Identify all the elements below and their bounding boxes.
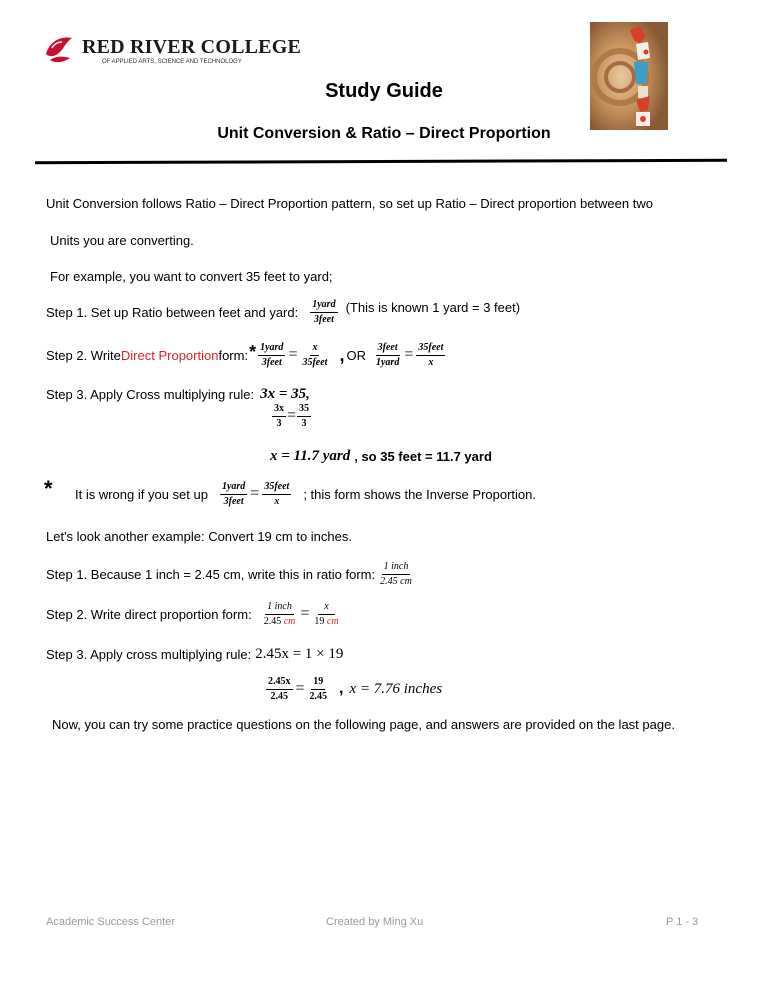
equals-sign: = bbox=[404, 346, 414, 363]
ex1-step1 bbox=[46, 296, 520, 328]
intro-line-3: For example, you want to convert 35 feet to yard; bbox=[50, 269, 333, 284]
ex1-result bbox=[270, 446, 492, 466]
ex1-div-left-fraction bbox=[272, 403, 286, 430]
asterisk-marker: * bbox=[249, 341, 257, 362]
fraction-denominator bbox=[262, 615, 298, 628]
fraction-denominator: x bbox=[428, 356, 434, 368]
fraction-denominator: 35feet bbox=[302, 356, 328, 368]
ex1-step2-label-b: form: bbox=[218, 347, 249, 363]
denominator-value: 2.45 bbox=[263, 615, 284, 627]
college-leaf-icon bbox=[42, 34, 76, 68]
footer-left: Academic Success Center bbox=[46, 916, 175, 928]
fraction-denominator: 2.45 bbox=[270, 690, 288, 702]
wrong-left-fraction bbox=[220, 481, 247, 508]
equals-sign: = bbox=[288, 346, 298, 363]
ex2-step1 bbox=[46, 558, 414, 590]
fraction-denominator: 1yard bbox=[375, 356, 400, 368]
fraction-denominator: 3feet bbox=[261, 356, 282, 368]
intro-line-2: Units you are converting. bbox=[50, 233, 194, 248]
ex1-step3-equation: 3x = 35, bbox=[260, 385, 310, 402]
ex1-step2-label-a: Step 2. Write bbox=[46, 347, 121, 363]
fraction-numerator: 1 inch bbox=[265, 601, 294, 615]
ex2-step3-label: Step 3. Apply cross multiplying rule: bbox=[46, 646, 252, 662]
closing-text: Now, you can try some practice questions on the following page, and answers are provided on the last page. bbox=[52, 717, 675, 732]
fraction-denominator: 3 bbox=[301, 417, 307, 429]
fraction-denominator bbox=[312, 615, 340, 628]
ex1-step3 bbox=[46, 384, 310, 404]
fraction-numerator: 1 inch bbox=[382, 561, 411, 575]
ex1-step1-note: (This is known 1 yard = 3 feet) bbox=[345, 299, 521, 315]
ex1-eqA-left-fraction bbox=[258, 342, 285, 369]
wrong-asterisk: * bbox=[44, 476, 53, 501]
fraction-numerator: 3feet bbox=[376, 342, 400, 356]
ex2-div-left-fraction bbox=[266, 676, 293, 703]
wrong-label: It is wrong if you set up bbox=[75, 486, 208, 502]
college-subtitle: OF APPLIED ARTS, SCIENCE AND TECHNOLOGY bbox=[102, 59, 242, 65]
ex1-eqB-right-fraction bbox=[416, 342, 445, 369]
wrong-right-fraction bbox=[262, 481, 291, 508]
ex2-right-fraction bbox=[312, 601, 340, 628]
ex1-step2 bbox=[46, 338, 445, 372]
fraction-denominator: 3feet bbox=[313, 313, 334, 325]
ex1-step3-label: Step 3. Apply Cross multiplying rule: bbox=[46, 386, 255, 402]
or-text: OR bbox=[346, 347, 366, 363]
equals-sign: = bbox=[287, 407, 297, 424]
fraction-numerator: 1yard bbox=[220, 481, 247, 495]
fraction-numerator: 3x bbox=[272, 403, 286, 417]
denominator-value: 19 bbox=[314, 615, 327, 627]
header-divider bbox=[35, 159, 727, 164]
ex2-div-right-fraction bbox=[308, 676, 330, 703]
fraction-numerator: 35 bbox=[297, 403, 311, 417]
ex2-step1-label: Step 1. Because 1 inch = 2.45 cm, write this in ratio form: bbox=[46, 566, 376, 582]
ex1-eqB-left-fraction bbox=[374, 342, 401, 369]
fraction-numerator: 1yard bbox=[310, 299, 337, 313]
fraction-numerator: x bbox=[318, 601, 334, 615]
comma: , bbox=[339, 680, 344, 697]
footer-right: P 1 - 3 bbox=[666, 916, 699, 928]
ex1-step1-fraction bbox=[310, 299, 337, 326]
equals-sign: = bbox=[250, 485, 260, 502]
direct-proportion-term: Direct Proportion bbox=[120, 347, 219, 363]
fraction-numerator: 1yard bbox=[258, 342, 285, 356]
fraction-numerator: x bbox=[310, 342, 319, 356]
cm-unit: cm bbox=[283, 615, 296, 627]
page-title: Study Guide bbox=[325, 80, 443, 102]
ex1-step1-label: Step 1. Set up Ratio between feet and yard: bbox=[46, 304, 299, 320]
decorative-artwork bbox=[590, 22, 668, 130]
ex1-division bbox=[272, 402, 311, 430]
fraction-denominator: x bbox=[274, 495, 280, 507]
ex1-eqA-right-fraction bbox=[300, 342, 329, 369]
page-subtitle: Unit Conversion & Ratio – Direct Proportion bbox=[217, 125, 551, 142]
ex2-step3-equation: 2.45x = 1 × 19 bbox=[255, 645, 344, 662]
ex2-intro: Let's look another example: Convert 19 cm to inches. bbox=[46, 529, 352, 544]
ex2-step2 bbox=[46, 598, 341, 630]
college-logo bbox=[42, 32, 301, 72]
fraction-numerator: 2.45x bbox=[266, 676, 293, 690]
ex2-division bbox=[266, 673, 442, 705]
cm-unit: cm bbox=[326, 615, 339, 627]
fraction-numerator: 35feet bbox=[262, 481, 291, 495]
equals-sign: = bbox=[300, 605, 310, 622]
fraction-denominator: 3 bbox=[276, 417, 282, 429]
ex1-result-equation: x = 11.7 yard bbox=[270, 447, 351, 464]
ex2-step1-fraction bbox=[378, 561, 414, 588]
fraction-numerator: 19 bbox=[311, 676, 325, 690]
wrong-note: ; this form shows the Inverse Proportion. bbox=[303, 486, 536, 502]
footer-center: Created by Ming Xu bbox=[326, 916, 424, 928]
ex2-step2-label: Step 2. Write direct proportion form: bbox=[46, 606, 252, 622]
fraction-denominator: 2.45 cm bbox=[380, 575, 412, 587]
intro-line-1: Unit Conversion follows Ratio – Direct Proportion pattern, so set up Ratio – Direct proportion between two bbox=[46, 196, 653, 211]
college-name: RED RIVER COLLEGE bbox=[82, 36, 301, 58]
ex1-result-text: , so 35 feet = 11.7 yard bbox=[354, 448, 492, 464]
ex2-result: x = 7.76 inches bbox=[349, 680, 443, 697]
fraction-numerator: 35feet bbox=[416, 342, 445, 356]
ex2-left-fraction bbox=[262, 601, 298, 628]
ex1-div-right-fraction bbox=[297, 403, 311, 430]
fraction-denominator: 3feet bbox=[223, 495, 244, 507]
fraction-denominator: 2.45 bbox=[309, 690, 328, 702]
wrong-setup bbox=[75, 478, 536, 510]
equals-sign: = bbox=[295, 680, 305, 697]
comma: , bbox=[339, 344, 345, 365]
ex2-step3 bbox=[46, 644, 343, 664]
